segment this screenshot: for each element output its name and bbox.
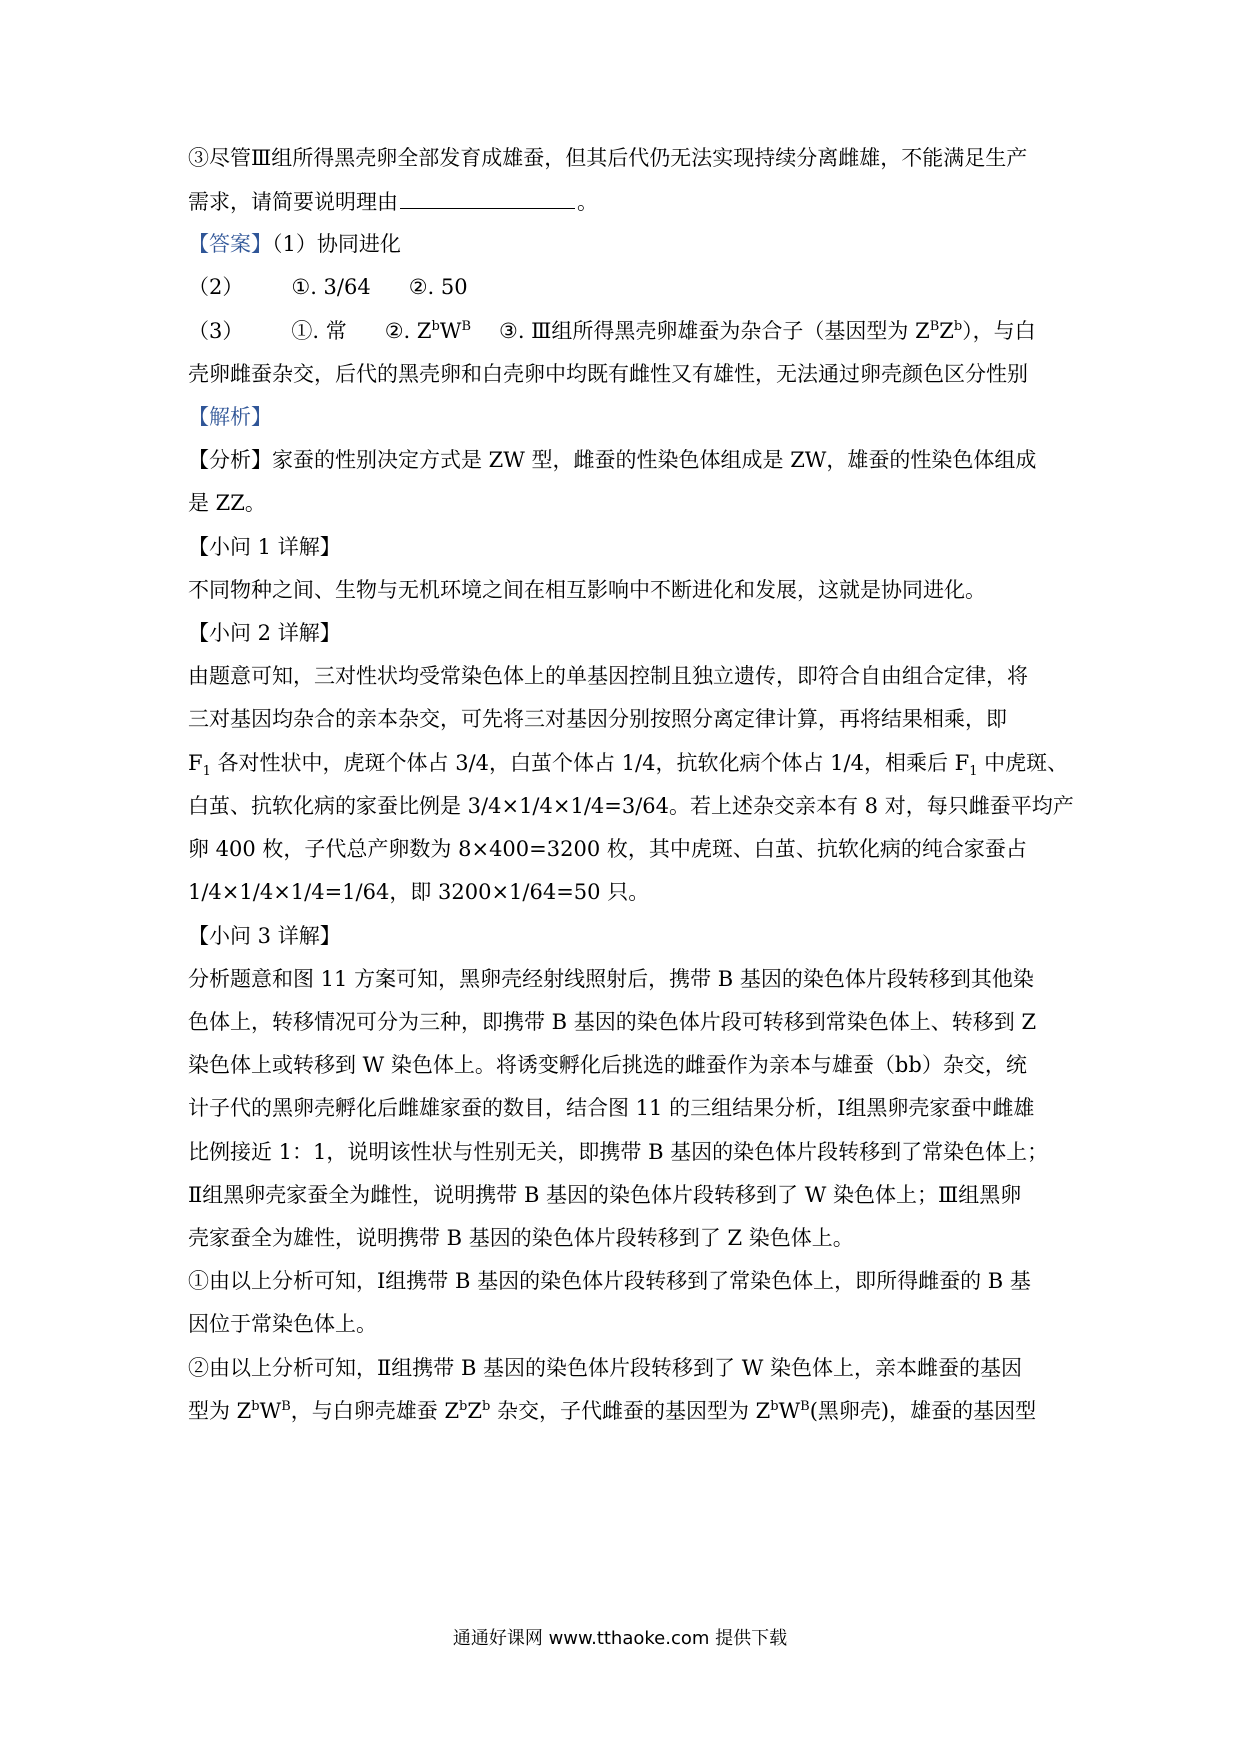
q3-heading bbox=[188, 921, 341, 951]
answer-part3-c: ③. Ⅲ组所得黑壳卵雄蚕为杂合子（基因型为 $Z^BZ^b$），与白 bbox=[499, 319, 1036, 343]
point1-text: 因位于常染色体上。 bbox=[188, 1312, 377, 1336]
q2-text: 白茧、抗软化病的家蚕比例是 3/4×1/4×1/4=3/64。若上述杂交亲本有 8 对，每只雌蚕平均产 bbox=[188, 794, 1074, 818]
point2-line2: 型为 $Z^bW^B$，与白卵壳雄蚕 $Z^bZ^b$ 杂交，子代雌蚕的基因型为 $Z^bW^B$(黑卵壳)，雄蚕的基因型 bbox=[188, 1399, 1037, 1423]
point2-text: ②由以上分析可知，Ⅱ组携带 B 基因的染色体片段转移到了 W 染色体上，亲本雌蚕的基因 bbox=[188, 1356, 1022, 1380]
answer-part3-num: （3） bbox=[188, 319, 244, 343]
point1-line2 bbox=[188, 1309, 377, 1339]
analysis-intro-line2 bbox=[188, 488, 266, 518]
q2-heading bbox=[188, 618, 341, 648]
answer-blank bbox=[400, 186, 575, 209]
q3-text: 染色体上或转移到 W 染色体上。将诱变孵化后挑选的雌蚕作为亲本与雄蚕（bb）杂交，统 bbox=[188, 1053, 1027, 1077]
q2-line3: $F_1$ 各对性状中，虎斑个体占 3/4，白茧个体占 1/4，抗软化病个体占 1/4，相乘后 $F_1$ 中虎斑、 bbox=[188, 751, 1069, 780]
question-item3-line2 bbox=[188, 186, 598, 216]
q2-line5 bbox=[188, 834, 1027, 864]
q2-line6 bbox=[188, 877, 649, 907]
q1-text: 不同物种之间、生物与无机环境之间在相互影响中不断进化和发展，这就是协同进化。 bbox=[188, 578, 986, 602]
q3-line5 bbox=[188, 1137, 1048, 1167]
footer-text: 通通好课网 www.tthaoke.com 提供下载 bbox=[452, 1628, 788, 1649]
q3-line3 bbox=[188, 1050, 1027, 1080]
analysis-intro-text: 【分析】家蚕的性别决定方式是 ZW 型，雌蚕的性染色体组成是 ZW，雄蚕的性染色体组成 bbox=[188, 448, 1037, 472]
q3-text: 比例接近 1：1，说明该性状与性别无关，即携带 B 基因的染色体片段转移到了常染色体上； bbox=[188, 1140, 1049, 1164]
q3-line6 bbox=[188, 1180, 1021, 1210]
q2-text: 卵 400 枚，子代总产卵数为 8×400=3200 枚，其中虎斑、白茧、抗软化病的纯合家蚕占 bbox=[188, 837, 1027, 861]
answer-part2-b: ②. 50 bbox=[408, 275, 468, 299]
answer-part3-text: 壳卵雌蚕杂交，后代的黑壳卵和白壳卵中均既有雌性又有雄性，无法通过卵壳颜色区分性别 bbox=[188, 362, 1028, 386]
answer-part3-line2 bbox=[188, 359, 1028, 389]
q1-heading-text: 【小问 1 详解】 bbox=[188, 535, 341, 559]
q3-line7 bbox=[188, 1223, 854, 1253]
point2-line1 bbox=[188, 1353, 1022, 1383]
answer-part2-a: ①. 3/64 bbox=[291, 275, 371, 299]
q1-heading bbox=[188, 532, 341, 562]
q3-heading-text: 【小问 3 详解】 bbox=[188, 924, 341, 948]
q3-line4 bbox=[188, 1093, 1034, 1123]
answer-part3-line1 bbox=[188, 316, 1036, 346]
analysis-intro-line1 bbox=[188, 445, 1036, 475]
answer-label: 【答案】 bbox=[188, 232, 272, 256]
q3-line1 bbox=[188, 964, 1034, 994]
analysis-label: 【解析】 bbox=[188, 405, 272, 429]
q3-text: 壳家蚕全为雄性，说明携带 B 基因的染色体片段转移到了 Z 染色体上。 bbox=[188, 1226, 854, 1250]
answer-part2-num: （2） bbox=[188, 275, 244, 299]
q3-text: 计子代的黑卵壳孵化后雌雄家蚕的数目，结合图 11 的三组结果分析，Ⅰ组黑卵壳家蚕中雌雄 bbox=[188, 1096, 1035, 1120]
question-item3-text: 需求，请简要说明理由 bbox=[188, 190, 398, 214]
question-item3-line1 bbox=[188, 143, 1027, 173]
page-footer bbox=[0, 1626, 1240, 1652]
question-item3-text: ③尽管Ⅲ组所得黑壳卵全部发育成雄蚕，但其后代仍无法实现持续分离雌雄，不能满足生产 bbox=[188, 146, 1028, 170]
answer-part1: （1）协同进化 bbox=[272, 232, 401, 256]
q2-line2 bbox=[188, 704, 1007, 734]
point1-text: ①由以上分析可知，Ⅰ组携带 B 基因的染色体片段转移到了常染色体上，即所得雌蚕的 B 基 bbox=[188, 1269, 1031, 1293]
analysis-label-line bbox=[188, 402, 272, 432]
q2-line1 bbox=[188, 661, 1028, 691]
q2-line4 bbox=[188, 791, 1074, 821]
answer-part3-a: ①. 常 bbox=[291, 319, 347, 343]
answer-line bbox=[188, 229, 401, 259]
point1-line1 bbox=[188, 1266, 1031, 1296]
q2-heading-text: 【小问 2 详解】 bbox=[188, 621, 341, 645]
q1-text-line bbox=[188, 575, 986, 605]
q3-text: 色体上，转移情况可分为三种，即携带 B 基因的染色体片段可转移到常染色体上、转移到 Z bbox=[188, 1010, 1037, 1034]
q2-text: 三对基因均杂合的亲本杂交，可先将三对基因分别按照分离定律计算，再将结果相乘，即 bbox=[188, 707, 1007, 731]
question-item3-end: 。 bbox=[577, 190, 598, 214]
answer-part2-line bbox=[188, 272, 468, 302]
answer-part3-b: ②. $Z^bW^B$ bbox=[384, 319, 471, 343]
q2-text: 由题意可知，三对性状均受常染色体上的单基因控制且独立遗传，即符合自由组合定律，将 bbox=[188, 664, 1028, 688]
q3-text: Ⅱ组黑卵壳家蚕全为雌性，说明携带 B 基因的染色体片段转移到了 W 染色体上；Ⅲ组黑卵 bbox=[188, 1183, 1022, 1207]
q2-text: 1/4×1/4×1/4=1/64，即 3200×1/64=50 只。 bbox=[188, 880, 650, 904]
q3-line2 bbox=[188, 1007, 1036, 1037]
analysis-intro-text: 是 ZZ。 bbox=[188, 491, 266, 515]
q3-text: 分析题意和图 11 方案可知，黑卵壳经射线照射后，携带 B 基因的染色体片段转移到其他染 bbox=[188, 967, 1034, 991]
